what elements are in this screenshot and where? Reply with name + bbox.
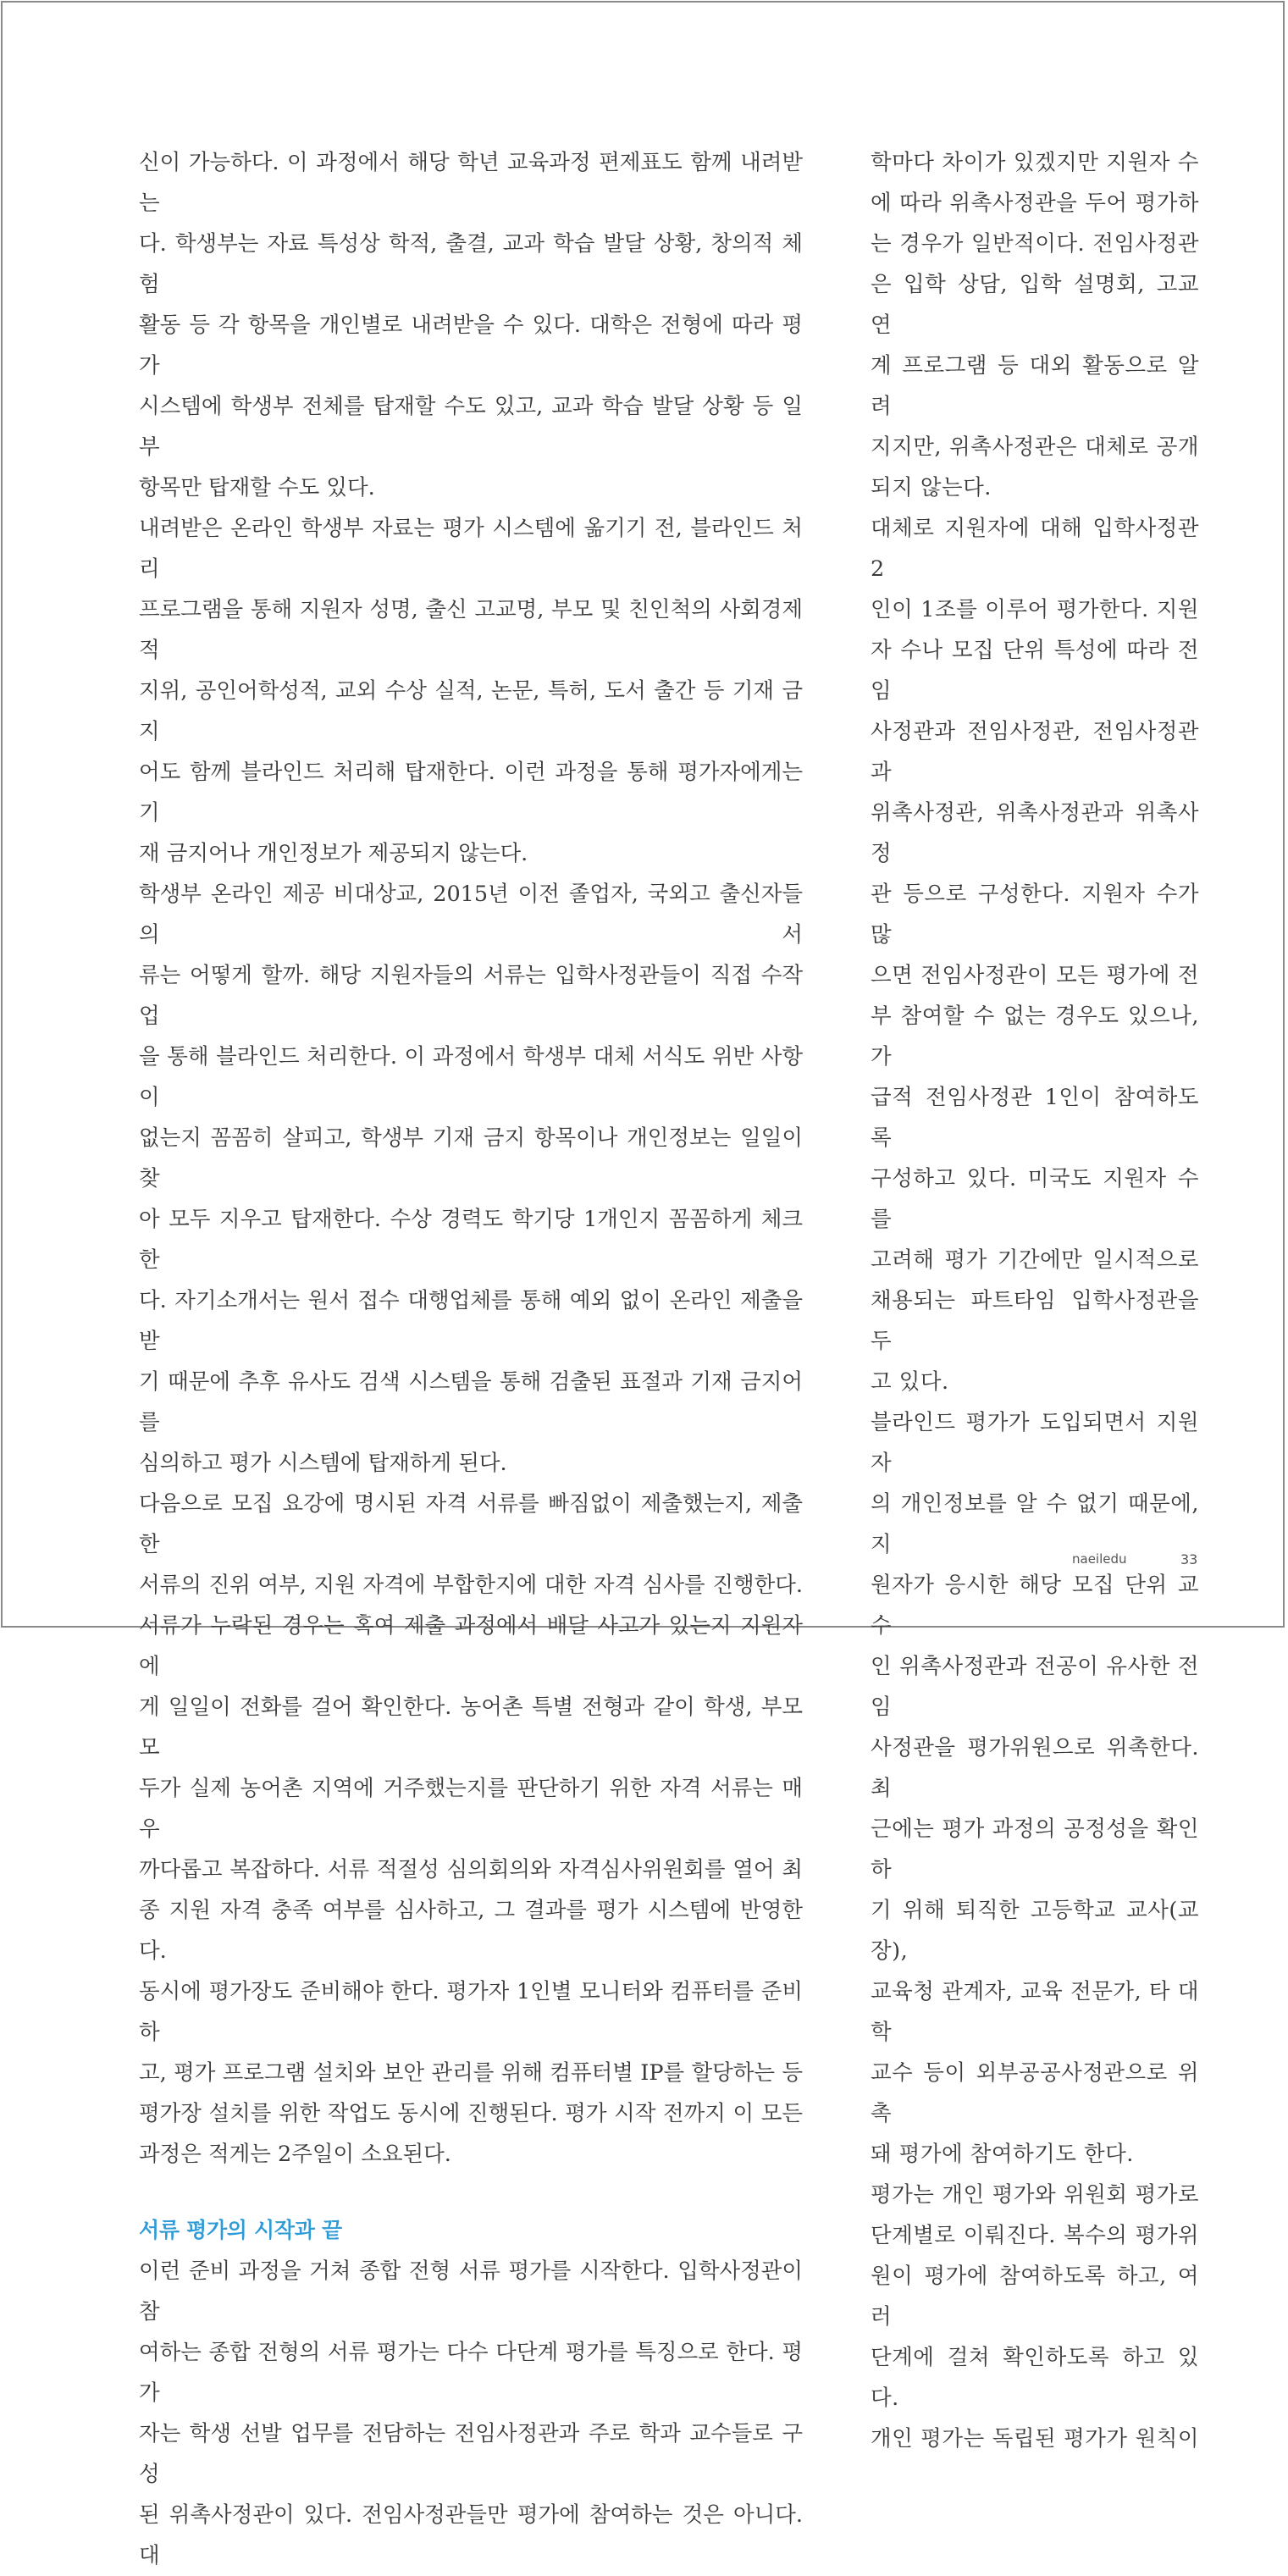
text-line: 지위, 공인어학성적, 교외 수상 실적, 논문, 특허, 도서 출간 등 기재 금지 [139, 678, 803, 744]
text-line: 의 개인정보를 알 수 없기 때문에, 지 [871, 1491, 1199, 1557]
text-line: 항목만 탑재할 수도 있다. [139, 475, 375, 500]
section-heading: 서류 평가의 시작과 끝 [139, 2218, 342, 2242]
right-column [871, 142, 1199, 2459]
text-line: 서류의 진위 여부, 지원 자격에 부합한지에 대한 자격 심사를 진행한다. [139, 1573, 803, 1598]
text-line: 서류가 누락된 경우는 혹여 제출 과정에서 배달 사고가 있는지 지원자에 [139, 1613, 803, 1679]
text-line: 급적 전임사정관 1인이 참여하도록 [871, 1085, 1199, 1151]
left-column-body-a [139, 142, 803, 2175]
text-line: 계 프로그램 등 대외 활동으로 알려 [871, 353, 1199, 419]
text-line: 재 금지어나 개인정보가 제공되지 않는다. [139, 841, 528, 866]
text-line: 심의하고 평가 시스템에 탑재하게 된다. [139, 1451, 507, 1476]
text-line: 여하는 종합 전형의 서류 평가는 다수 다단계 평가를 특징으로 한다. 평가 [139, 2340, 803, 2406]
text-line: 기 때문에 추후 유사도 검색 시스템을 통해 검출된 표절과 기재 금지어를 [139, 1369, 803, 1435]
text-line: 부 참여할 수 없는 경우도 있으나, 가 [871, 1003, 1199, 1070]
text-line: 두가 실제 농어촌 지역에 거주했는지를 판단하기 위한 자격 서류는 매우 [139, 1776, 803, 1842]
text-line: 원자가 응시한 해당 모집 단위 교수 [871, 1573, 1199, 1639]
page-number: 33 [1180, 1551, 1198, 1567]
text-line: 관 등으로 구성한다. 지원자 수가 많 [871, 882, 1199, 948]
text-line: 평가는 개인 평가와 위원회 평가로 [871, 2182, 1199, 2208]
text-line: 자 수나 모집 단위 특성에 따라 전임 [871, 638, 1199, 704]
text-line: 다음으로 모집 요강에 명시된 자격 서류를 빠짐없이 제출했는지, 제출한 [139, 1491, 803, 1557]
text-line: 다. 자기소개서는 원서 접수 대행업체를 통해 예외 없이 온라인 제출을 받 [139, 1288, 803, 1354]
text-line: 없는지 꼼꼼히 살피고, 학생부 기재 금지 항목이나 개인정보는 일일이 찾 [139, 1125, 803, 1191]
text-line: 인이 1조를 이루어 평가한다. 지원 [871, 597, 1199, 622]
text-line: 동시에 평가장도 준비해야 한다. 평가자 1인별 모니터와 컴퓨터를 준비하 [139, 1979, 803, 2045]
left-column-body-b [139, 2251, 803, 2576]
text-line: 류는 어떻게 할까. 해당 지원자들의 서류는 입학사정관들이 직접 수작업 [139, 963, 803, 1029]
text-line: 개인 평가는 독립된 평가가 원칙이 [871, 2426, 1199, 2452]
text-line: 사정관을 평가위원으로 위촉한다. 최 [871, 1735, 1199, 1801]
text-line: 구성하고 있다. 미국도 지원자 수를 [871, 1166, 1199, 1232]
text-line: 아 모두 지우고 탑재한다. 수상 경력도 학기당 1개인지 꼼꼼하게 체크한 [139, 1207, 803, 1273]
text-line: 을 통해 블라인드 처리한다. 이 과정에서 학생부 대체 서식도 위반 사항이 [139, 1044, 803, 1110]
text-line: 고 있다. [871, 1369, 949, 1395]
text-line: 기 위해 퇴직한 고등학교 교사(교장), [871, 1898, 1199, 1964]
text-line: 프로그램을 통해 지원자 성명, 출신 고교명, 부모 및 친인척의 사회경제적 [139, 597, 803, 663]
text-line: 단계별로 이뤄진다. 복수의 평가위 [871, 2223, 1199, 2248]
text-line: 평가장 설치를 위한 작업도 동시에 진행된다. 평가 시작 전까지 이 모든 [139, 2101, 803, 2126]
text-line: 까다롭고 복잡하다. 서류 적절성 심의회의와 자격심사위원회를 열어 최 [139, 1857, 803, 1882]
text-line: 대체로 지원자에 대해 입학사정관 2 [871, 516, 1199, 582]
text-line: 는 경우가 일반적이다. 전임사정관 [871, 231, 1199, 257]
text-line: 블라인드 평가가 도입되면서 지원자 [871, 1410, 1199, 1476]
text-line: 으면 전임사정관이 모든 평가에 전 [871, 963, 1199, 988]
text-line: 학마다 차이가 있겠지만 지원자 수 [871, 150, 1199, 175]
text-line: 되지 않는다. [871, 475, 992, 500]
text-line: 사정관과 전임사정관, 전임사정관과 [871, 719, 1199, 785]
text-line: 돼 평가에 참여하기도 한다. [871, 2142, 1134, 2167]
text-line: 시스템에 학생부 전체를 탑재할 수도 있고, 교과 학습 발달 상황 등 일부 [139, 394, 803, 460]
text-line: 고려해 평가 기간에만 일시적으로 [871, 1247, 1199, 1273]
text-line: 된 위촉사정관이 있다. 전임사정관들만 평가에 참여하는 것은 아니다. 대 [139, 2502, 803, 2568]
text-line: 에 따라 위촉사정관을 두어 평가하 [871, 191, 1199, 216]
text-line: 과정은 적게는 2주일이 소요된다. [139, 2142, 451, 2167]
text-line: 자는 학생 선발 업무를 전담하는 전임사정관과 주로 학과 교수들로 구성 [139, 2421, 803, 2487]
text-line: 단계에 걸쳐 확인하도록 하고 있다. [871, 2345, 1199, 2411]
footer-brand: naeiledu [1072, 1551, 1127, 1567]
text-line: 교수 등이 외부공공사정관으로 위촉 [871, 2060, 1199, 2126]
text-line: 종 지원 자격 충족 여부를 심사하고, 그 결과를 평가 시스템에 반영한다. [139, 1898, 803, 1964]
text-line: 고, 평가 프로그램 설치와 보안 관리를 위해 컴퓨터별 IP를 할당하는 등 [139, 2060, 803, 2086]
text-line: 활동 등 각 항목을 개인별로 내려받을 수 있다. 대학은 전형에 따라 평가 [139, 312, 803, 379]
text-line: 채용되는 파트타임 입학사정관을 두 [871, 1288, 1199, 1354]
text-line: 지지만, 위촉사정관은 대체로 공개 [871, 434, 1199, 460]
text-line: 인 위촉사정관과 전공이 유사한 전임 [871, 1654, 1199, 1720]
text-line: 어도 함께 블라인드 처리해 탑재한다. 이런 과정을 통해 평가자에게는 기 [139, 760, 803, 826]
left-column [139, 142, 803, 2576]
text-line: 은 입학 상담, 입학 설명회, 고교 연 [871, 272, 1199, 338]
text-line: 신이 가능하다. 이 과정에서 해당 학년 교육과정 편제표도 함께 내려받는 [139, 150, 803, 216]
section-gap [139, 2175, 803, 2210]
text-line: 근에는 평가 과정의 공정성을 확인하 [871, 1816, 1199, 1882]
text-line: 원이 평가에 참여하도록 하고, 여러 [871, 2264, 1199, 2330]
text-line: 학생부 온라인 제공 비대상교, 2015년 이전 졸업자, 국외고 출신자들의 서 [139, 882, 803, 948]
text-line: 이런 준비 과정을 거쳐 종합 전형 서류 평가를 시작한다. 입학사정관이 참 [139, 2258, 803, 2324]
text-line: 내려받은 온라인 학생부 자료는 평가 시스템에 옮기기 전, 블라인드 처리 [139, 516, 803, 582]
text-line: 다. 학생부는 자료 특성상 학적, 출결, 교과 학습 발달 상황, 창의적 체험 [139, 231, 803, 297]
text-line: 교육청 관계자, 교육 전문가, 타 대학 [871, 1979, 1199, 2045]
text-line: 위촉사정관, 위촉사정관과 위촉사정 [871, 800, 1199, 866]
text-line: 게 일일이 전화를 걸어 확인한다. 농어촌 특별 전형과 같이 학생, 부모 모 [139, 1694, 803, 1761]
